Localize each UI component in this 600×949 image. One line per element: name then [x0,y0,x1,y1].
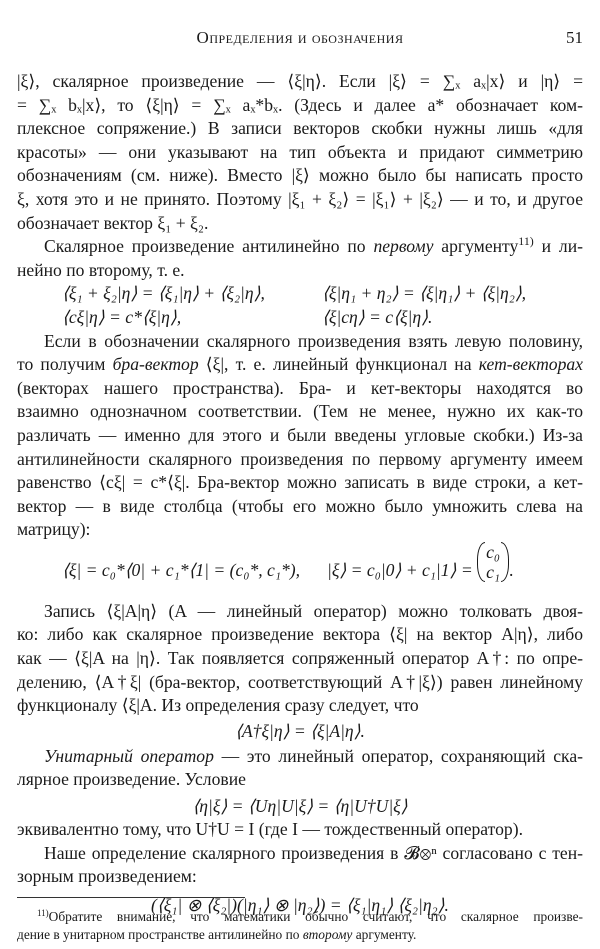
footnote-line [17,926,583,944]
equation-row [17,282,583,306]
emphasis: второму [302,927,353,942]
equation-bra: ⟨ξ| = c₀*⟨0| + c₁*⟨1| = (c₀*, c₁*), [62,559,301,580]
footnote-rule [17,897,245,898]
text-run: Скалярное произведение антилинейно по [44,236,374,257]
text-line: как — ⟨ξ|A на |η⟩. Так появляется сопряженный оператор A†: по опре- [17,648,583,669]
column-vector [477,542,509,582]
text-line: делению, ⟨A†ξ| (бра-вектор, соответствующий A†|ξ⟩) равен линейному [17,671,583,692]
paragraph-2 [17,235,583,282]
text-line: зорным произведением: [17,866,197,887]
paragraph-4 [17,600,583,718]
punctuation: . [509,559,514,580]
text-run: дение в унитарном пространстве антилинейно по [17,927,303,942]
text-run: аргументу. [352,927,417,942]
emphasis: первому [373,236,434,257]
text-run: то получим [17,354,113,375]
text-line: Если в обозначении скалярного произведения взять левую половину, [44,330,583,351]
text-line: обозначает вектор ξ₁ + ξ₂. [17,212,209,233]
emphasis: Унитарный оператор [44,745,214,766]
running-title: Определения и обозначения [196,28,404,47]
text-line: |ξ⟩, скалярное произведение — ⟨ξ|η⟩. Если |ξ⟩ = ∑ₓ aₓ|x⟩ и |η⟩ = [17,71,583,91]
text-line [17,235,583,259]
footnote-mark: 11) [37,908,49,918]
equation-unitary: ⟨η|ξ⟩ = ⟨Uη|U|ξ⟩ = ⟨η|U†U|ξ⟩ [192,796,408,817]
vector-entry: c₀ [486,541,501,562]
equation: ⟨ξ|cη⟩ = c⟨ξ|η⟩. [322,306,433,327]
equation-row [17,306,583,330]
text-line: функционалу ⟨ξ|A. Из определения сразу следует, что [17,695,419,716]
text-line: антилинейности скалярного произведения по первому аргументу имеем [17,448,583,469]
paragraph-7 [17,842,583,889]
running-header [17,28,583,50]
text-line [17,745,583,769]
text-line: ко: либо как скалярное произведение вектора ⟨ξ| на вектор A|η⟩, либо [17,624,583,645]
text-line: лярное произведение. Условие [17,769,246,790]
text-line: Запись ⟨ξ|A|η⟩ (A — линейный оператор) можно толковать двоя- [44,600,583,621]
text-run: — это линейный оператор, сохраняющий ска- [213,745,583,766]
text-line: обозначениям (см. ниже). Вместо |ξ⟩ можно было бы написать просто [17,165,583,186]
paragraph-1 [17,70,583,235]
text-run: Обратите внимание, что математики обычно считают, что скалярное произве- [48,909,583,924]
footnote-ref[interactable]: 11) [518,234,534,249]
text-line: равенство ⟨cξ| = c*⟨ξ|. Бра-вектор можно записать в виде строки, а кет- [17,472,583,493]
equation-ket-lhs: |ξ⟩ = c₀|0⟩ + c₁|1⟩ = [327,559,473,580]
vector-entry: c₁ [486,561,501,582]
text-line: ξ, хотя это и не принято. Поэтому |ξ₁ + ξ₂⟩ = |ξ₁⟩ + |ξ₂⟩ — и то, и другое [17,188,583,209]
text-line: вектор — в виде столбца (чтобы его можно было умножить слева на [17,495,583,516]
page-number: 51 [566,28,583,47]
equation: ⟨ξ|η₁ + η₂⟩ = ⟨ξ|η₁⟩ + ⟨ξ|η₂⟩, [322,283,527,304]
text-line: Наше определение скалярного произведения в 𝓑⊗ⁿ согласовано с тен- [44,842,583,863]
text-line: эквивалентно тому, что U†U = I (где I — тождественный оператор). [17,819,523,840]
text-run: и ли- [533,236,583,257]
text-line: = ∑ₓ bₓ|x⟩, то ⟨ξ|η⟩ = ∑ₓ aₓ*bₓ. (Здесь и далее a* обозначает ком- [17,94,583,115]
text-line: плексное сопряжение.) В записи векторов скобки нужны лишь «для [17,118,583,139]
emphasis: бра-вектор [112,354,199,375]
footnote-line [17,904,583,926]
emphasis: кет-векторах [478,354,583,375]
text-line [17,353,583,377]
text-run: аргументу [433,236,519,257]
equation-adjoint: ⟨A†ξ|η⟩ = ⟨ξ|A|η⟩. [235,720,365,741]
text-line: различать — именно для этого и были введены угловые скобки.) Из-за [17,424,583,445]
main-text [17,70,583,921]
equation: ⟨cξ|η⟩ = c*⟨ξ|η⟩, [62,306,182,327]
footnote [17,904,583,944]
paragraph-6 [17,818,583,842]
text-line: (векторах нашего пространства). Бра- и кет-векторы находятся во [17,377,583,398]
equation-tensor-product: (⟨ξ₁| ⊗ ⟨ξ₂|)(|η₁⟩ ⊗ |η₂⟩) = ⟨ξ₁|η₁⟩ ⟨ξ₂|η₂⟩. [151,894,449,915]
text-line: нейно по второму, т. е. [17,259,185,280]
paragraph-3 [17,330,583,542]
text-line: красоты» — они указывают на тип объекта и придают симметрию [17,141,583,162]
equation-block-linearity [17,282,583,329]
equation: ⟨ξ₁ + ξ₂|η⟩ = ⟨ξ₁|η⟩ + ⟨ξ₂|η⟩, [62,283,265,304]
text-line: матрицу): [17,519,91,540]
equation-block-bra-ket [17,542,583,600]
paragraph-5 [17,745,583,792]
equation-ket [327,541,514,583]
text-line: взаимно однозначном соответствии. (Тем не менее, нужно их как-то [17,401,583,422]
text-run: ⟨ξ|, т. е. линейный функционал на [198,354,479,375]
